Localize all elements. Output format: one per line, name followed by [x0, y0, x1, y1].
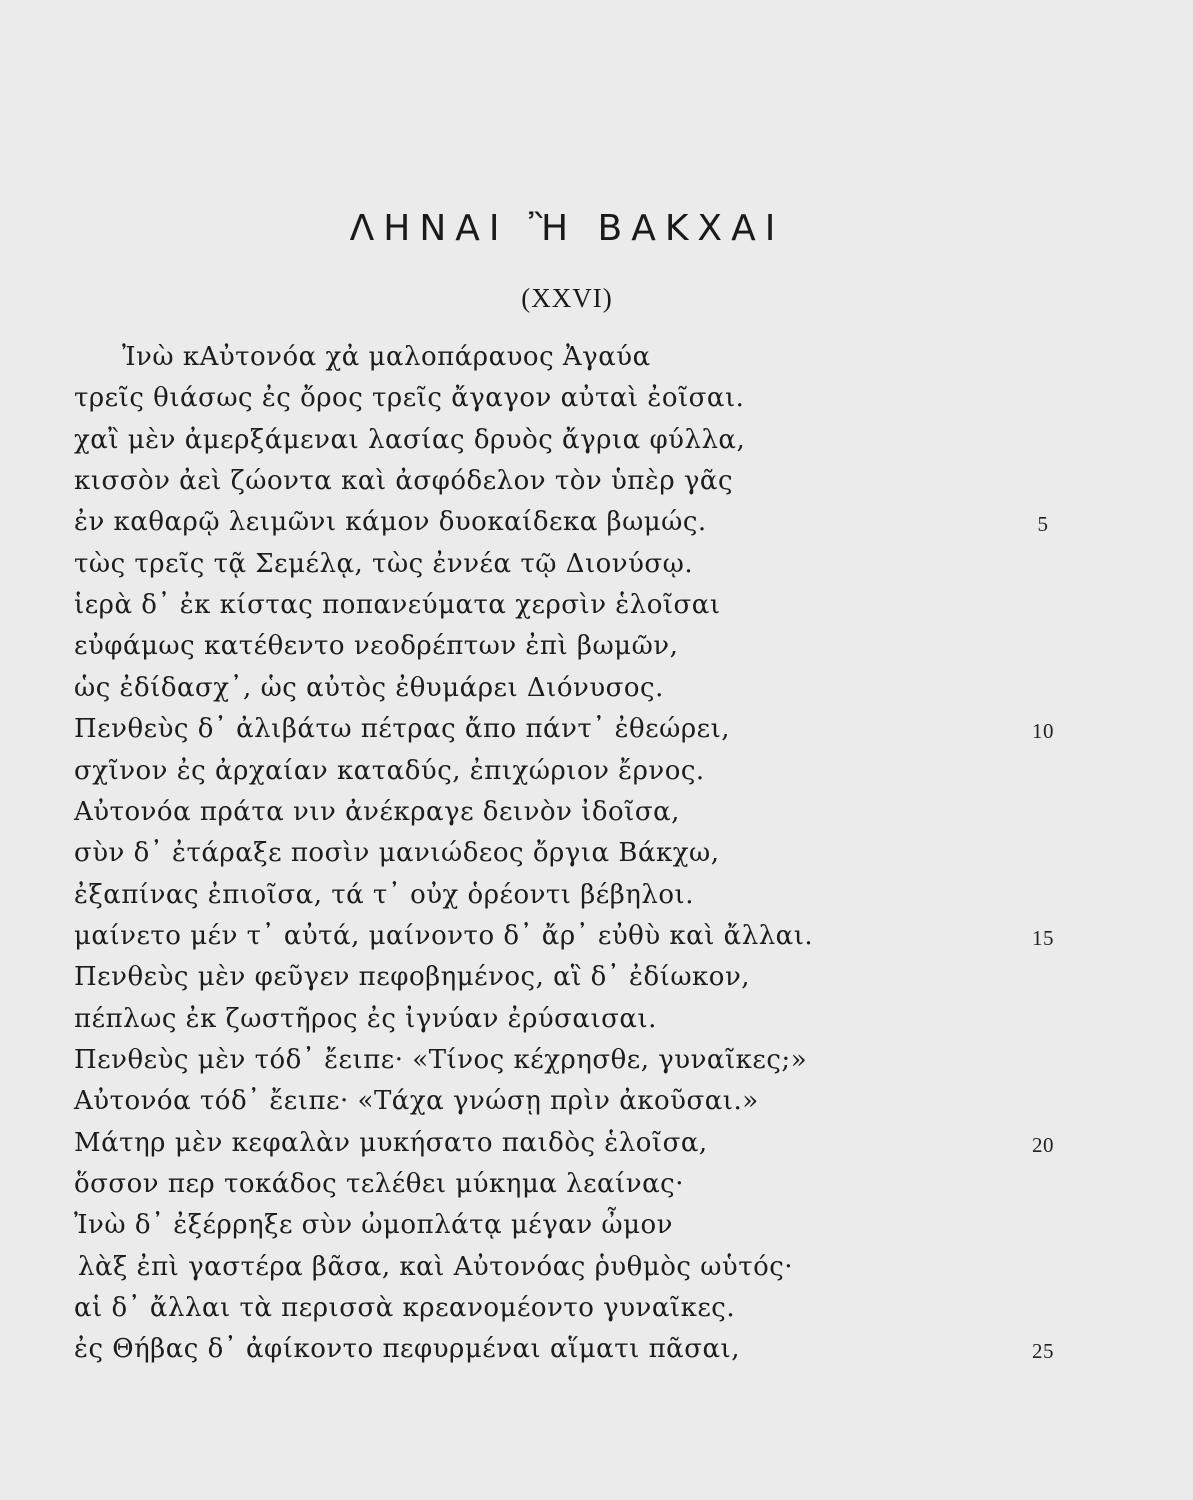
poem-line: [0, 875, 1193, 915]
poem-title: ΛΗΝΑΙ Ἢ ΒΑΚΧΑΙ: [349, 208, 785, 249]
poem-line: [0, 1247, 1193, 1287]
line-number: 15: [1032, 925, 1054, 950]
poem-line-text: Πενθεὺς μὲν φεῦγεν πεφοβημένος, αἳ δ᾽ ἐδίωκον,: [74, 962, 751, 993]
poem-line-text: τρεῖς θιάσως ἐς ὄρος τρεῖς ἄγαγον αὐταὶ ἐοῖσαι.: [74, 383, 745, 414]
poem-line-text: ἱερὰ δ᾽ ἐκ κίστας ποπανεύματα χερσὶν ἑλοῖσαι: [74, 590, 721, 621]
poem-line: [0, 461, 1193, 501]
poem-line-text: ὅσσον περ τοκάδος τελέθει μύκημα λεαίνας·: [74, 1169, 684, 1199]
poem-line-text: Πενθεὺς δ᾽ ἀλιβάτω πέτρας ἄπο πάντ᾽ ἐθεώρει,: [74, 714, 731, 745]
poem-line-text: ἐς Θήβας δ᾽ ἀφίκοντο πεφυρμέναι αἵματι πᾶσαι,: [74, 1334, 740, 1365]
line-number: 5: [1037, 512, 1049, 537]
poem-line: [0, 833, 1193, 873]
poem-line: [0, 1205, 1193, 1245]
poem-line: [0, 751, 1193, 791]
poem-line: [0, 1081, 1193, 1121]
poem-line: [0, 1329, 1193, 1369]
line-number: 20: [1032, 1132, 1054, 1157]
line-number: 25: [1032, 1339, 1054, 1364]
poem-line: [0, 1123, 1193, 1163]
poem-line-text: ὡς ἐδίδασχ᾽, ὡς αὐτὸς ἐθυμάρει Διόνυσος.: [74, 672, 664, 703]
poem-line-text: Πενθεὺς μὲν τόδ᾽ ἔειπε· «Τίνος κέχρησθε, γυναῖκες;»: [74, 1044, 808, 1075]
poem-line-text: Ἰνὼ κΑὐτονόα χἀ μαλοπάραυος Ἀγαύα: [122, 342, 651, 372]
poem-line: [0, 337, 1193, 377]
poem-line-text: Αὐτονόα πράτα νιν ἀνέκραγε δεινὸν ἰδοῖσα,: [74, 796, 680, 827]
poem-number: (XXVI): [521, 283, 613, 313]
poem-line-text: σχῖνον ἐς ἀρχαίαν καταδύς, ἐπιχώριον ἔρνος.: [74, 755, 705, 786]
poem-line: [0, 502, 1193, 542]
poem-line-text: σὺν δ᾽ ἐτάραξε ποσὶν μανιώδεος ὄργια Βάκχω,: [74, 838, 720, 869]
poem-line: [0, 1164, 1193, 1204]
poem-line: [0, 1288, 1193, 1328]
poem-line-text: κισσὸν ἀεὶ ζώοντα καὶ ἀσφόδελον τὸν ὑπὲρ γᾶς: [74, 466, 734, 497]
poem-line: [0, 999, 1193, 1039]
poem-line-text: Μάτηρ μὲν κεφαλὰν μυκήσατο παιδὸς ἑλοῖσα,: [74, 1127, 708, 1158]
poem-line-text: ἐν καθαρῷ λειμῶνι κάμον δυοκαίδεκα βωμώς.: [74, 507, 707, 538]
poem-line: [0, 668, 1193, 708]
poem-line-text: αἱ δ᾽ ἄλλαι τὰ περισσὰ κρεανομέοντο γυναῖκες.: [74, 1293, 736, 1324]
poem-line-text: τὼς τρεῖς τᾷ Σεμέλᾳ, τὼς ἐννέα τῷ Διονύσῳ.: [74, 548, 694, 579]
poem-line: [0, 544, 1193, 584]
poem-line: [0, 585, 1193, 625]
poem-line: [0, 378, 1193, 418]
poem-line: [0, 709, 1193, 749]
poem-line-text: Αὐτονόα τόδ᾽ ἔειπε· «Τάχα γνώσῃ πρὶν ἀκοῦσαι.»: [74, 1086, 759, 1117]
poem-line-text: μαίνετο μέν τ᾽ αὐτά, μαίνοντο δ᾽ ἄρ᾽ εὐθὺ καὶ ἄλλαι.: [74, 920, 814, 951]
poem-line-text: εὐφάμως κατέθεντο νεοδρέπτων ἐπὶ βωμῶν,: [74, 631, 679, 662]
poem-line-text: πέπλως ἐκ ζωστῆρος ἐς ἰγνύαν ἐρύσαισαι.: [74, 1003, 657, 1034]
poem-line-text: Ἰνὼ δ᾽ ἐξέρρηξε σὺν ὠμοπλάτᾳ μέγαν ὦμον: [74, 1210, 673, 1241]
poem-line: [0, 916, 1193, 956]
poem-line: [0, 957, 1193, 997]
poem-line-text: ἐξαπίνας ἐπιοῖσα, τά τ᾽ οὐχ ὁρέοντι βέβηλοι.: [74, 879, 694, 910]
line-number: 10: [1032, 719, 1054, 744]
poem-line: [0, 420, 1193, 460]
poem-line: [0, 626, 1193, 666]
poem-line: [0, 1040, 1193, 1080]
poem-line: [0, 792, 1193, 832]
poem-line-text: λὰξ ἐπὶ γαστέρα βᾶσα, καὶ Αὐτονόας ῥυθμὸς ωὑτός·: [78, 1251, 794, 1282]
poem-line-text: χαἲ μὲν ἀμερξάμεναι λασίας δρυὸς ἄγρια φύλλα,: [74, 424, 746, 455]
